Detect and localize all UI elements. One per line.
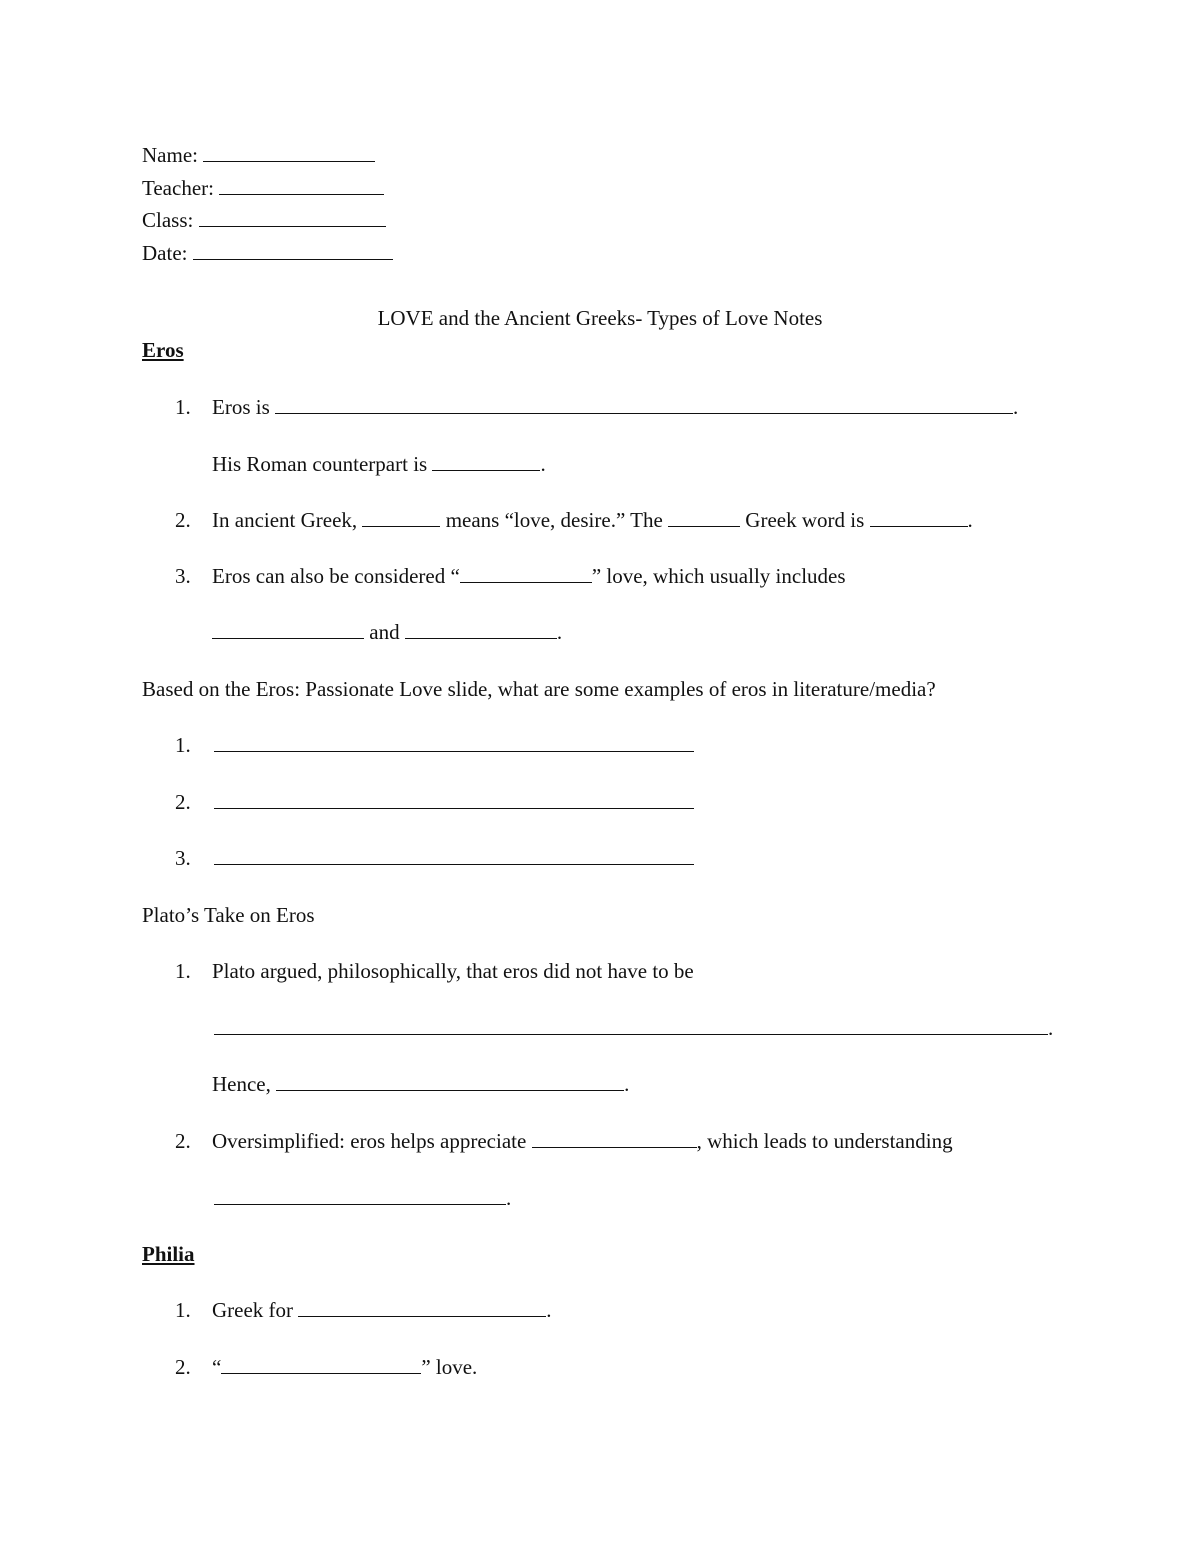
eros-q3-and: and [369, 620, 400, 644]
eros-q2-number: 2. [175, 508, 191, 532]
plato-heading: Plato’s Take on Eros [142, 903, 315, 927]
name-label: Name: [142, 143, 198, 167]
plato-q2-text-2: , which leads to understanding [696, 1129, 953, 1153]
eros-q1-roman-text: His Roman counterpart is [212, 452, 428, 476]
eros-q3-text-1: Eros can also be considered “ [212, 564, 460, 588]
plato-hence-text: Hence, [212, 1072, 271, 1096]
date-blank [193, 244, 393, 260]
eros-q1-blank [275, 398, 1013, 414]
example-2-line [214, 792, 694, 813]
date-label: Date: [142, 241, 188, 265]
name-blank [203, 146, 375, 162]
philia-q1-text: Greek for [212, 1298, 294, 1322]
teacher-blank [219, 179, 384, 195]
philia-q2-blank [221, 1358, 421, 1374]
plato-hence-blank [276, 1075, 624, 1091]
philia-q2 [212, 1357, 477, 1378]
eros-heading: Eros [142, 338, 184, 362]
philia-q1-end: . [546, 1298, 552, 1322]
eros-q2-blank-2 [668, 511, 740, 527]
eros-q2-blank-1 [362, 511, 440, 527]
eros-q3-continued [212, 622, 562, 643]
eros-q3-end: . [556, 620, 563, 644]
eros-q2-blank-3 [870, 511, 968, 527]
examples-prompt: Based on the Eros: Passionate Love slide, what are some examples of eros in literature/media? [142, 677, 936, 701]
date-field-row [142, 243, 393, 264]
example-2-number: 2. [175, 790, 191, 814]
example-3-line [214, 848, 694, 869]
philia-q1-number: 1. [175, 1298, 191, 1322]
plato-q1-end: . [1048, 1016, 1054, 1040]
eros-q2-text-2: means “love, desire.” The [445, 508, 663, 532]
philia-q1-blank [298, 1301, 546, 1317]
plato-q1-hence [212, 1074, 629, 1095]
philia-heading: Philia [142, 1242, 195, 1266]
example-1-number: 1. [175, 733, 191, 757]
plato-q2-number: 2. [175, 1129, 191, 1153]
eros-q1 [212, 397, 1018, 418]
plato-q2-blank-1 [532, 1132, 697, 1148]
teacher-label: Teacher: [142, 176, 214, 200]
eros-q2-end: . [967, 508, 973, 532]
eros-q3-text-2: ” love, which usually includes [591, 564, 846, 588]
example-3-blank [214, 849, 694, 865]
philia-q1 [212, 1300, 552, 1321]
philia-q2-open: “ [212, 1355, 222, 1379]
eros-q1-number: 1. [175, 395, 191, 419]
eros-q3 [212, 566, 846, 587]
teacher-field-row [142, 178, 384, 199]
plato-q1-blank [214, 1019, 1048, 1035]
eros-q2-text-1: In ancient Greek, [212, 508, 358, 532]
plato-q1-text: Plato argued, philosophically, that eros did not have to be [212, 959, 694, 983]
plato-q2-blank-2 [214, 1189, 506, 1205]
class-label: Class: [142, 208, 194, 232]
eros-q2 [212, 510, 973, 531]
eros-q3-blank-2 [212, 623, 364, 639]
example-2-blank [214, 793, 694, 809]
example-1-blank [214, 736, 694, 752]
eros-q3-blank-3 [405, 623, 557, 639]
page-title: LOVE and the Ancient Greeks- Types of Love Notes [377, 306, 823, 330]
plato-q1-answer [214, 1018, 1053, 1039]
example-3-number: 3. [175, 846, 191, 870]
eros-q1-roman-blank [432, 455, 540, 471]
eros-q1-text: Eros is [212, 395, 270, 419]
eros-q3-blank-1 [460, 567, 592, 583]
eros-q3-number: 3. [175, 564, 191, 588]
plato-q2 [212, 1131, 953, 1152]
class-field-row [142, 210, 386, 231]
plato-q1-number: 1. [175, 959, 191, 983]
class-blank [199, 211, 386, 227]
eros-q2-text-3: Greek word is [745, 508, 865, 532]
plato-q2-text-1: Oversimplified: eros helps appreciate [212, 1129, 527, 1153]
philia-q2-close: ” love. [421, 1355, 478, 1379]
plato-hence-end: . [624, 1072, 630, 1096]
philia-q2-number: 2. [175, 1355, 191, 1379]
eros-q1-roman-end: . [540, 452, 546, 476]
plato-q2-end: . [506, 1186, 512, 1210]
name-field-row [142, 145, 375, 166]
example-1-line [214, 735, 694, 756]
eros-q1-end: . [1013, 395, 1019, 419]
eros-q1-roman [212, 454, 546, 475]
plato-q2-continued [214, 1188, 511, 1209]
